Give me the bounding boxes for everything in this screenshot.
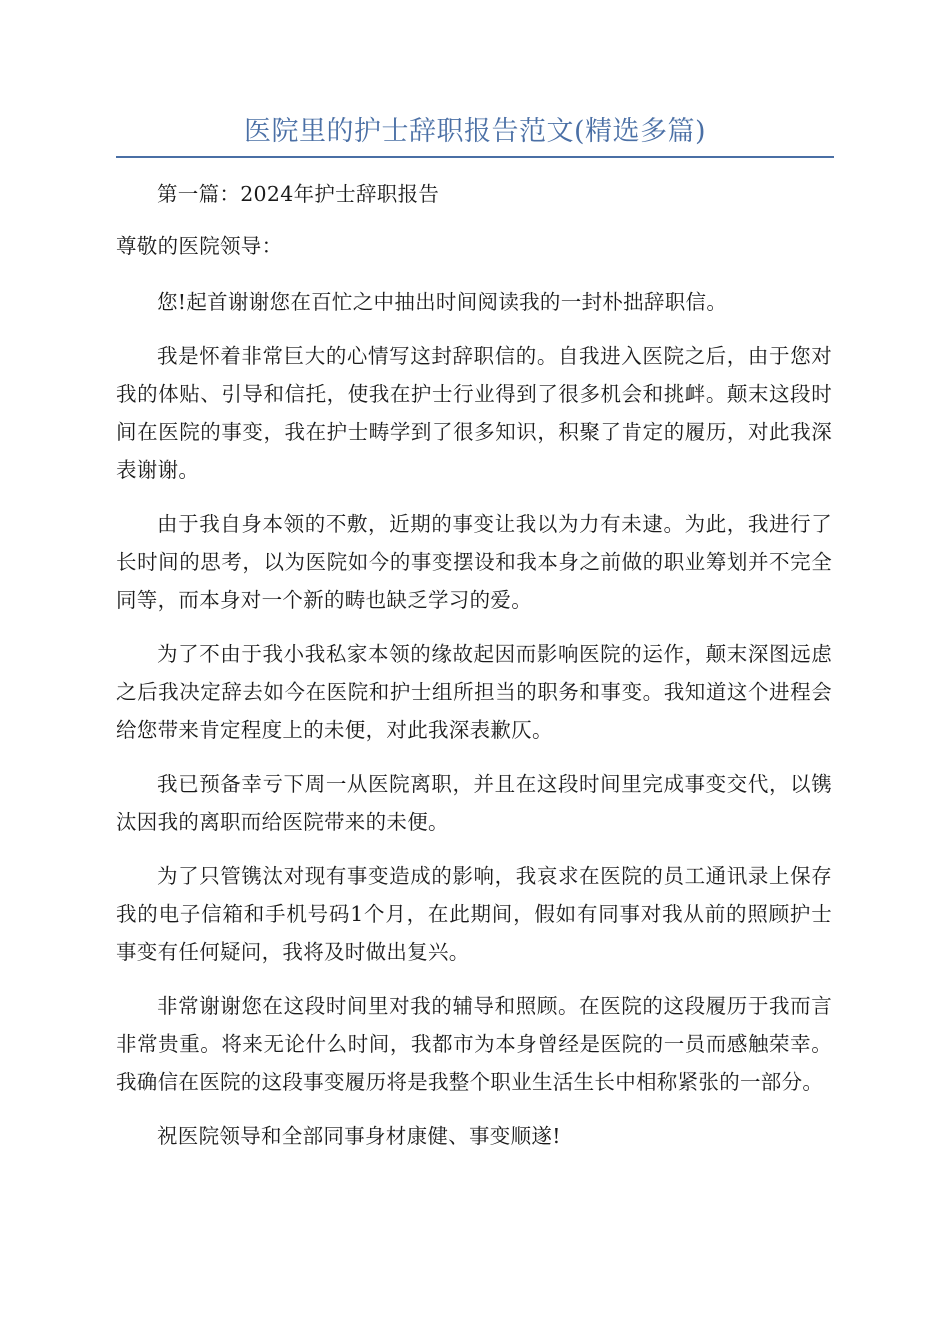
paragraph-7: 非常谢谢您在这段时间里对我的辅导和照顾。在医院的这段履历于我而言非常贵重。将来无论什么时间，我都市为本身曾经是医院的一员而感触荣幸。我确信在医院的这段事变履历将是我整个职业生活生长中相称紧张的一部分。	[116, 994, 832, 1094]
section-heading: 第一篇：2024年护士辞职报告	[157, 182, 440, 206]
paragraph-3: 由于我自身本领的不敷，近期的事变让我以为力有未逮。为此，我进行了长时间的思考，以为医院如今的事变摆设和我本身之前做的职业筹划并不完全同等，而本身对一个新的畴也缺乏学习的爱。	[116, 512, 832, 612]
paragraph-1: 您!起首谢谢您在百忙之中抽出时间阅读我的一封朴拙辞职信。	[157, 290, 728, 314]
document-body	[116, 175, 832, 1171]
closing-wish: 祝医院领导和全部同事身材康健、事变顺遂!	[157, 1124, 561, 1148]
paragraph-4: 为了不由于我小我私家本领的缘故起因而影响医院的运作，颠末深图远虑之后我决定辞去如今在医院和护士组所担当的职务和事变。我知道这个进程会给您带来肯定程度上的未便，对此我深表歉仄。	[116, 642, 832, 742]
paragraph-2: 我是怀着非常巨大的心情写这封辞职信的。自我进入医院之后，由于您对我的体贴、引导和信托，使我在护士行业得到了很多机会和挑衅。颠末这段时间在医院的事变，我在护士畴学到了很多知识，积聚了肯定的履历，对此我深表谢谢。	[116, 344, 832, 482]
document-title: 医院里的护士辞职报告范文(精选多篇)	[243, 116, 707, 147]
paragraph-6: 为了只管镌汰对现有事变造成的影响，我哀求在医院的员工通讯录上保存我的电子信箱和手机号码1个月，在此期间，假如有同事对我从前的照顾护士事变有任何疑问，我将及时做出复兴。	[116, 864, 832, 964]
paragraph-5: 我已预备幸亏下周一从医院离职，并且在这段时间里完成事变交代，以镌汰因我的离职而给医院带来的未便。	[116, 772, 832, 834]
salutation: 尊敬的医院领导：	[116, 234, 283, 258]
title-block	[116, 112, 834, 158]
